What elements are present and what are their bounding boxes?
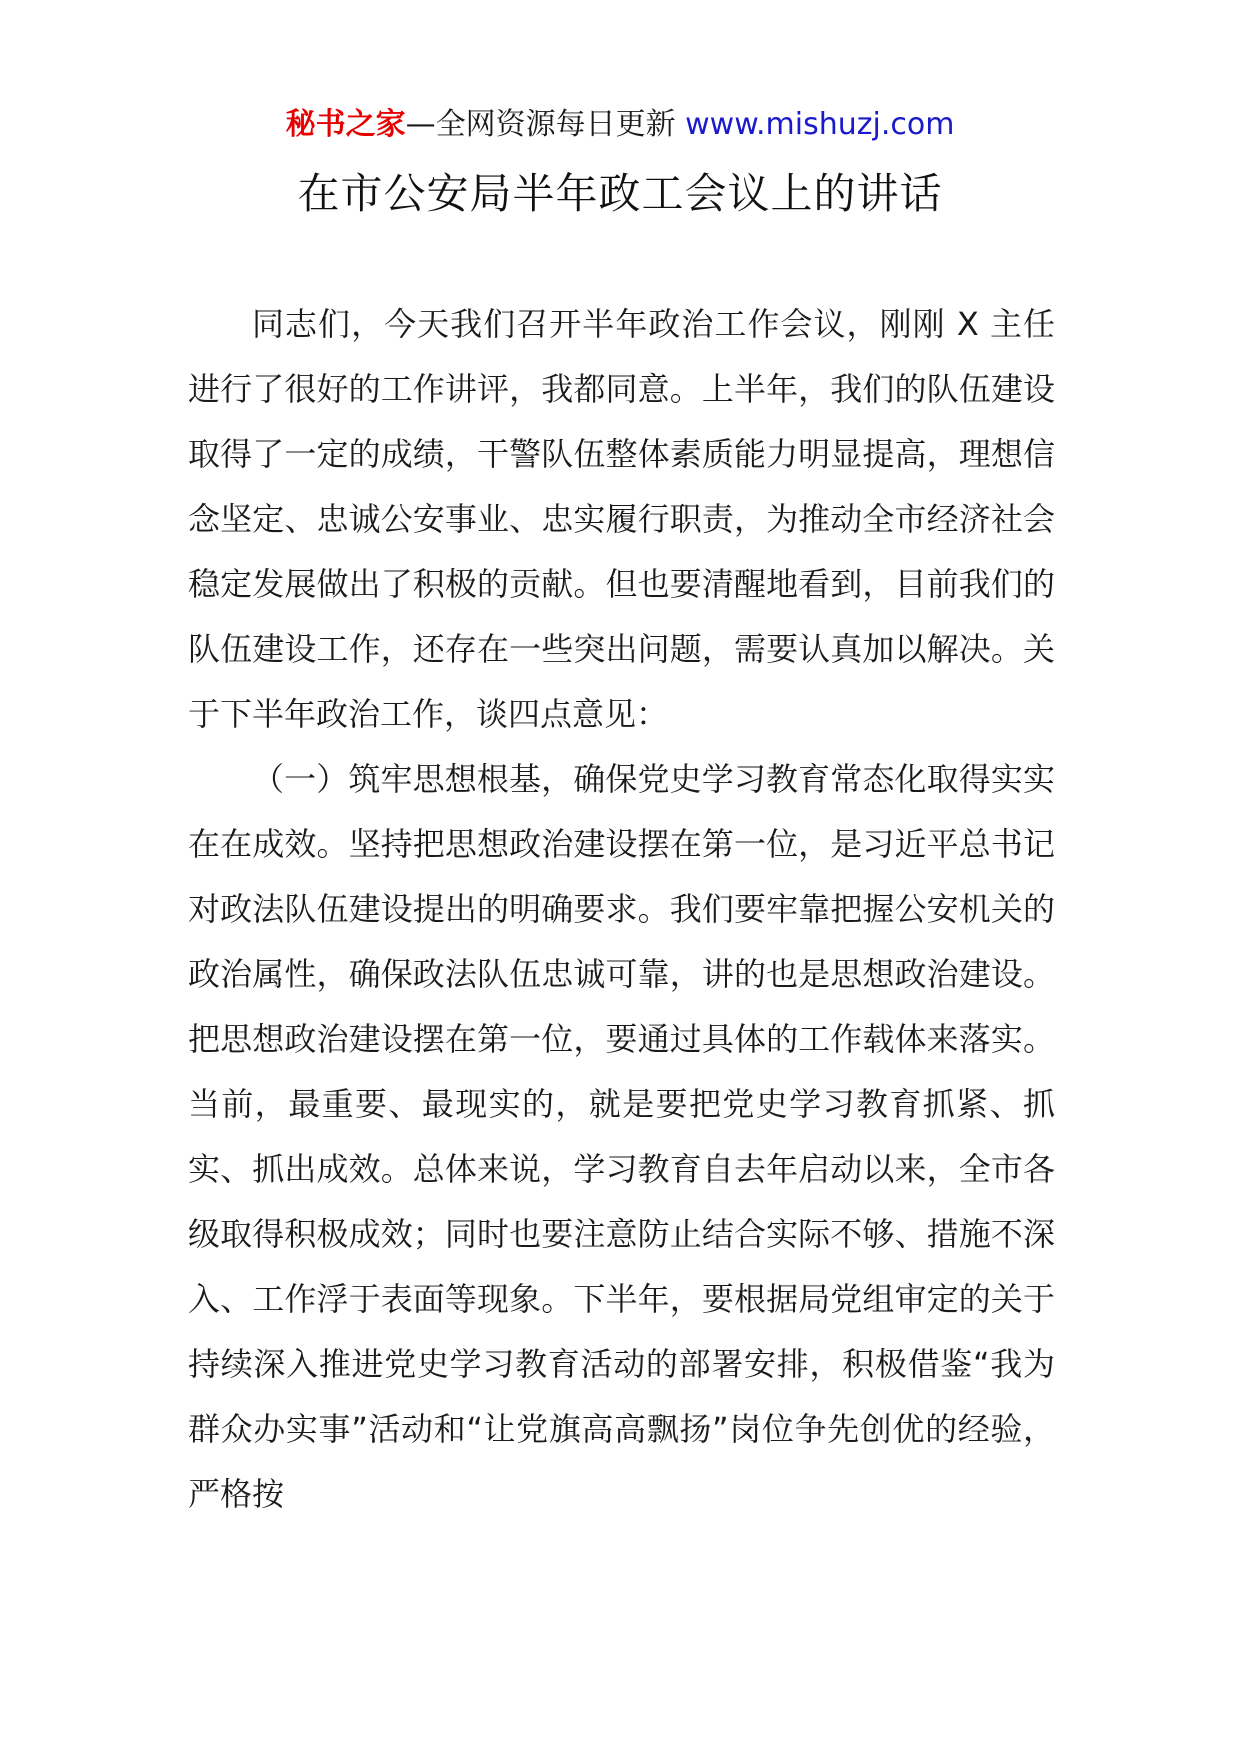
site-brand: 秘书之家	[285, 107, 406, 142]
document-title: 在市公安局半年政工会议上的讲话	[297, 169, 943, 218]
paragraph-section-1: （一）筑牢思想根基，确保党史学习教育常态化取得实实在在成效。坚持把思想政治建设摆在第一位，是习近平总书记对政法队伍建设提出的明确要求。我们要牢靠把握公安机关的政治属性，确保政法队伍忠诚可靠，讲的也是思想政治建设。把思想政治建设摆在第一位，要通过具体的工作载体来落实。当前，最重要、最现实的，就是要把党史学习教育抓紧、抓实、抓出成效。总体来说，学习教育自去年启动以来，全市各级取得积极成效；同时也要注意防止结合实际不够、措施不深入、工作浮于表面等现象。下半年，要根据局党组审定的关于持续深入推进党史学习教育活动的部署安排，积极借鉴“我为群众办实事”活动和“让党旗高高飘扬”岗位争先创优的经验，严格按	[188, 760, 1055, 1513]
site-slogan: —全网资源每日更新	[405, 107, 676, 142]
site-url[interactable]: www.mishuzj.com	[685, 107, 955, 142]
site-header	[0, 104, 1240, 146]
paragraph-intro: 同志们，今天我们召开半年政治工作会议，刚刚 X 主任进行了很好的工作讲评，我都同意。上半年，我们的队伍建设取得了一定的成绩，干警队伍整体素质能力明显提高，理想信念坚定、忠诚公安事业、忠实履行职责，为推动全市经济社会稳定发展做出了积极的贡献。但也要清醒地看到，目前我们的队伍建设工作，还存在一些突出问题，需要认真加以解决。关于下半年政治工作，谈四点意见：	[188, 305, 1055, 733]
document-body	[188, 292, 1055, 1527]
